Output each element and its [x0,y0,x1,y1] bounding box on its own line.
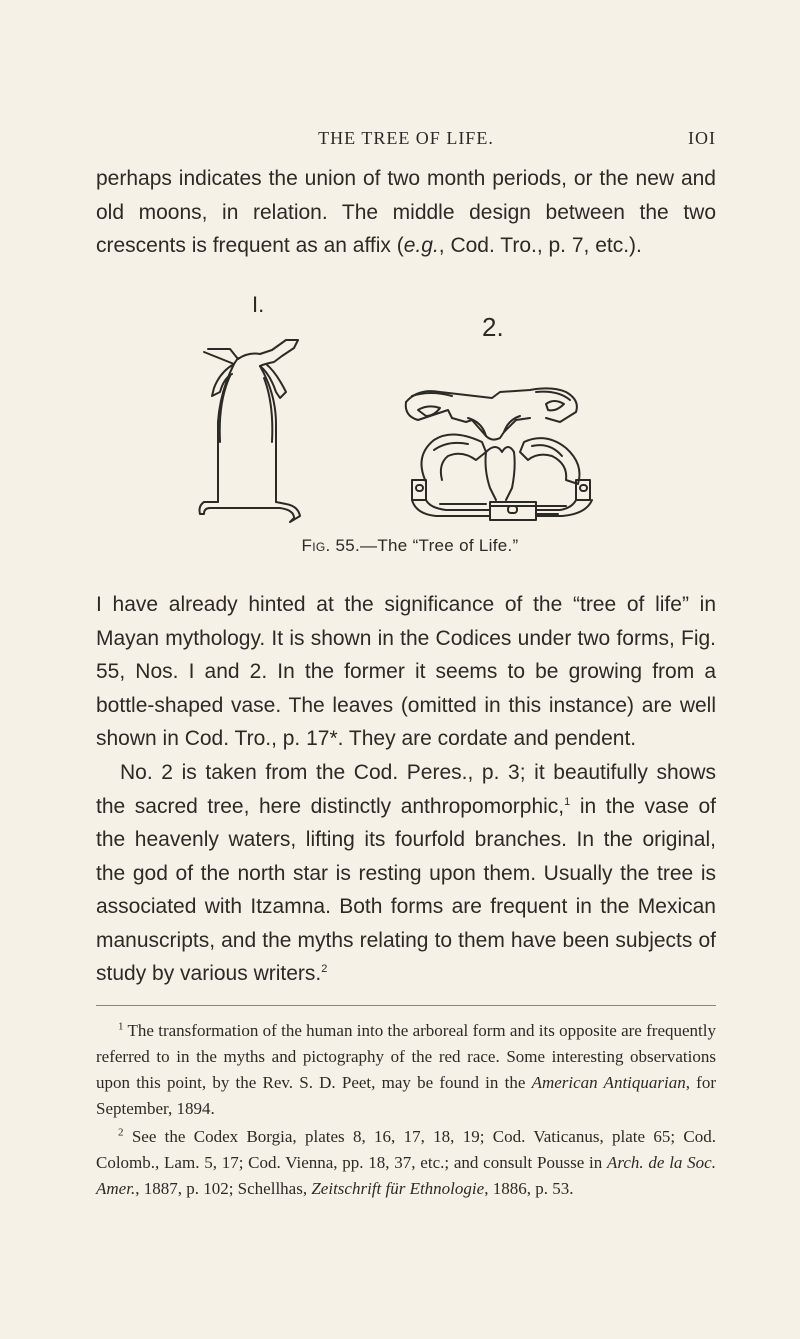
footnote-2-number: 2 [118,1126,124,1139]
footnote-2-text-b: , 1887, p. 102; Schellhas, [135,1179,312,1198]
running-head-title: THE TREE OF LIFE. [318,128,494,148]
footnote-2-italic-2: Zeitschrift für Ethnologie [311,1179,485,1198]
paragraph-2: I have already hinted at the significance of the “tree of life” in Mayan mythology. It is shown in the Codices under two forms, Fig. 55, Nos. I and 2. In the former it seems to be growing from a bottle-shaped vase. The leaves (omitted in this instance) are well shown in Cod. Tro., p. 17*. They are cordate and pendent. [96,593,716,750]
paragraph-1-end: , Cod. Tro., p. 7, etc.). [438,234,642,257]
paragraph-1 [96,162,716,263]
paragraph-1-italic: e.g. [403,234,439,257]
paragraph-3-text-b: in the vase of the heavenly waters, lifting its fourfold branches. In the original, the god of the north star is resting upon them. Usually the tree is associated with Itzamna. Both forms are frequent in the Mexican manuscripts, and the myths relating to them have been subjects of study by various writers. [96,794,716,985]
running-head [96,128,716,150]
footnote-1-italic: American Antiquarian [531,1073,686,1092]
footnote-1 [96,1018,716,1122]
figure-caption [190,536,630,556]
figure-55 [190,292,630,562]
footnotes [96,1018,716,1204]
footnote-ref-1: 1 [564,795,571,808]
figure-caption-label: Fig. 55. [301,536,361,555]
footnote-2-text-a: See the Codex Borgia, plates 8, 16, 17, 18, 19; Cod. Vaticanus, plate 65; Cod. Colomb., Lam. 5, 17; Cod. Vienna, pp. 18, 37, etc.; and consult Pousse in [96,1127,716,1172]
tree-of-life-illustration [190,292,630,532]
paragraph-1-text: perhaps indicates the union of two month periods, or the new and old moons, in relation. The middle design between the two crescents is frequent as an affix ( [96,167,716,257]
footnote-ref-2: 2 [321,963,328,975]
footnote-2-italic: Arch. de la Soc. Amer. [96,1153,716,1198]
figure-label-2: 2. [482,312,504,342]
footnote-2-text-c: , 1886, p. 53. [484,1179,574,1198]
paragraph-3-text-a: No. 2 is taken from the Cod. Peres., p. 3; it beautifully shows the sacred tree, here distinctly anthropomorphic, [96,761,716,818]
figure-caption-text: —The “Tree of Life.” [360,536,519,555]
paragraph-3 [96,756,716,991]
footnote-1-text-a: The transformation of the human into the arboreal form and its opposite are frequently referred to in the myths and pictography of the red race. Some interesting observations upon this point, by the Rev. S. D. Peet, may be found in the [96,1021,716,1092]
footnote-2 [96,1124,716,1202]
footnote-divider [96,1005,716,1006]
footnote-1-number: 1 [118,1020,124,1033]
footnote-1-text-b: , for September, 1894. [96,1073,717,1118]
page-number: IOI [688,128,716,148]
bottle-vase-tree-glyph [200,340,301,522]
figure-label-1: I. [252,292,265,317]
anthropomorphic-tree-glyph [406,388,592,520]
